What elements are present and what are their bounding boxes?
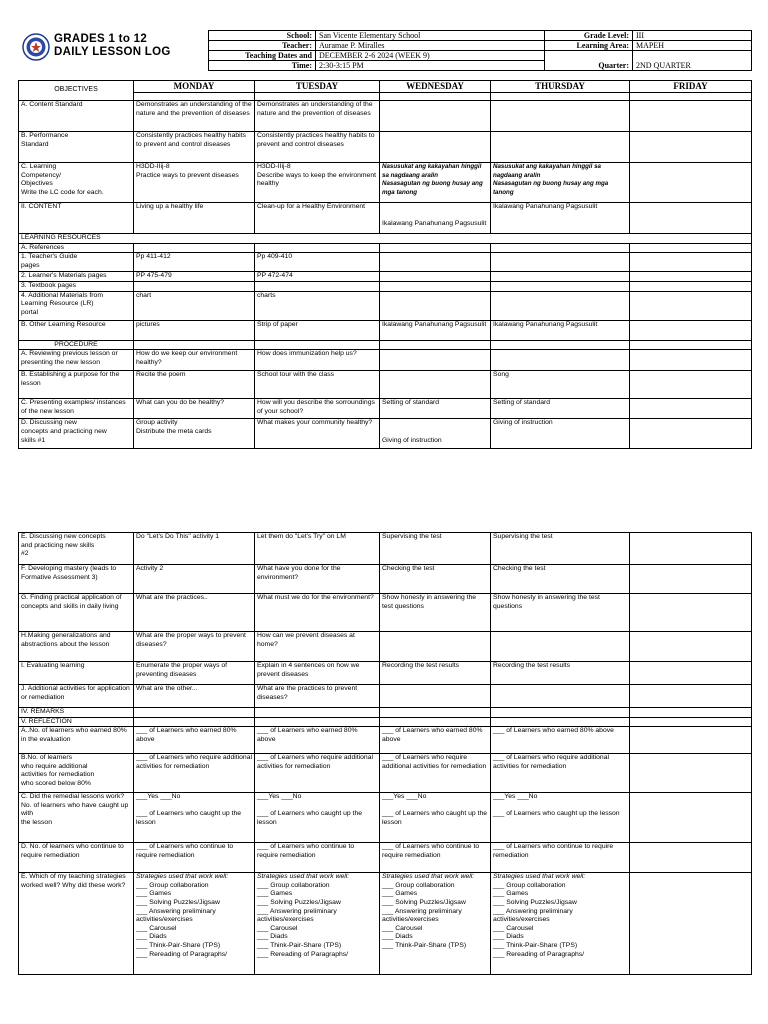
strategy-item: ___ Think-Pair-Share (TPS) [493, 941, 578, 949]
cell-monday: Activity 2 [134, 565, 255, 594]
strategy-item: ___ Rereading of Paragraphs/ [493, 950, 585, 958]
cell-thursday: ___ of Learners who require additional activities for remediation [491, 754, 630, 793]
strategies-cell-wednesday [380, 873, 491, 975]
cell-wednesday [380, 282, 491, 292]
cell-tuesday: Strip of paper [255, 320, 380, 340]
table-row [19, 163, 752, 203]
cell-friday [630, 163, 752, 203]
strategy-item: ___ Group collaboration [257, 881, 330, 889]
cell-monday: What are the practices.. [134, 594, 255, 632]
cell-friday [630, 708, 752, 718]
cell-monday: Pp 411-412 [134, 253, 255, 272]
cell-tuesday: Let them do "Let's Try" on LM [255, 533, 380, 565]
strategy-item: ___ Answering preliminary activities/exercises [257, 907, 337, 924]
quarter-value: 2ND QUARTER [633, 51, 752, 71]
cell-wednesday: Recording the test results [380, 662, 491, 685]
day-header-friday: FRIDAY [630, 81, 752, 93]
cell-friday [630, 399, 752, 419]
table-row [19, 708, 752, 718]
cell-tuesday: H3DD-IIij-8 Describe ways to keep the environment healthy [255, 163, 380, 203]
strategy-item: ___ Carousel [493, 924, 534, 932]
cell-tuesday: School tour with the class [255, 371, 380, 399]
cell-wednesday: ___ of Learners who earned 80% above [380, 727, 491, 754]
cell-monday: H3DD-IIij-8 Practice ways to prevent diseases [134, 163, 255, 203]
cell-wednesday [380, 685, 491, 708]
table-row [19, 101, 752, 132]
time-label: Time: [209, 61, 316, 71]
row-label: 2. Learner's Materials pages [19, 272, 134, 282]
time-value: 2:30-3:15 PM [316, 61, 545, 71]
strategy-item: ___ Carousel [257, 924, 298, 932]
cell-thursday [491, 291, 630, 320]
table-row [19, 272, 752, 282]
cell-tuesday: Consistently practices healthy habits to prevent and control diseases [255, 132, 380, 163]
row-label: C. Did the remedial lessons work? No. of learners who have caught up with the lesson [19, 793, 134, 843]
cell-tuesday: charts [255, 291, 380, 320]
cell-wednesday [380, 132, 491, 163]
cell-wednesday: Setting of standard [380, 399, 491, 419]
remarks-label: IV. REMARKS [19, 708, 134, 718]
cell-monday [134, 717, 255, 727]
strategy-item: ___ Carousel [136, 924, 177, 932]
section-row [19, 340, 752, 350]
cell-monday: ___ of Learners who require additional activities for remediation [134, 754, 255, 793]
cell-monday: What can you do be healthy? [134, 399, 255, 419]
cell-friday [630, 632, 752, 662]
cell-tuesday: Explain in 4 sentences on how we prevent diseases [255, 662, 380, 685]
learning-area-label: Learning Area: [545, 41, 633, 51]
cell-thursday [491, 632, 630, 662]
strategy-item: ___ Answering preliminary activities/exercises [382, 907, 462, 924]
school-value: San Vicente Elementary School [316, 31, 545, 41]
row-label: 4. Additional Materials from Learning Resource (LR) portal [19, 291, 134, 320]
cell-tuesday: What makes your community healthy? [255, 419, 380, 449]
cell-friday [630, 282, 752, 292]
cell-thursday: Checking the test [491, 565, 630, 594]
table-row [19, 203, 752, 234]
table-row [19, 717, 752, 727]
cell-wednesday [380, 272, 491, 282]
cell-tuesday: What must we do for the environment? [255, 594, 380, 632]
strategy-item: ___ Think-Pair-Share (TPS) [382, 941, 467, 949]
row-label: E. Discussing new concepts and practicing new skills #2 [19, 533, 134, 565]
cell-monday: chart [134, 291, 255, 320]
learning-resources-heading: LEARNING RESOURCES [19, 234, 752, 244]
cell-monday: Living up a healthy life [134, 203, 255, 234]
cell-tuesday [255, 708, 380, 718]
cell-monday: Enumerate the proper ways of preventing diseases [134, 662, 255, 685]
cell-monday: PP 475-479 [134, 272, 255, 282]
cell-friday [630, 132, 752, 163]
cell-monday [134, 708, 255, 718]
quarter-label: Quarter: [545, 51, 633, 71]
strategy-item: ___ Solving Puzzles/Jigsaw [382, 898, 466, 906]
cell-tuesday: How will you describe the sorroundings of your school? [255, 399, 380, 419]
cell-thursday: Ikalawang Panahunang Pagsusulit [491, 203, 630, 234]
cell-thursday: ___ of Learners who continue to require remediation [491, 843, 630, 873]
teaching-dates-label: Teaching Dates and [209, 51, 316, 61]
cell-thursday [491, 272, 630, 282]
strategies-heading: Strategies used that work well: [382, 873, 475, 881]
cell-monday: ___ of Learners who continue to require remediation [134, 843, 255, 873]
cell-wednesday: ___ of Learners who require additional activities for remediation [380, 754, 491, 793]
strategy-item: ___ Group collaboration [493, 881, 566, 889]
row-label: 3. Textbook pages [19, 282, 134, 292]
table-row [19, 873, 752, 975]
strategy-item: ___ Answering preliminary activities/exercises [136, 907, 216, 924]
document-title [54, 33, 171, 59]
day-header-thursday: THURSDAY [491, 81, 630, 93]
cell-thursday: Giving of instruction [491, 419, 630, 449]
cell-thursday [491, 708, 630, 718]
cell-tuesday: How does immunization help us? [255, 350, 380, 371]
cell-thursday [491, 717, 630, 727]
cell-wednesday [380, 350, 491, 371]
cell-thursday: Nasusukat ang kakayahan hinggil sa nagdaang aralin Nasasagutan ng buong husay ang mga tanong [491, 163, 630, 203]
day-header-wednesday: WEDNESDAY [380, 81, 491, 93]
day-header-tuesday: TUESDAY [255, 81, 380, 93]
cell-thursday: Recording the test results [491, 662, 630, 685]
row-label: B. Performance Standard [19, 132, 134, 163]
strategies-cell-friday [630, 873, 752, 975]
school-label: School: [209, 31, 316, 41]
row-label: B. Establishing a purpose for the lesson [19, 371, 134, 399]
strategies-cell-thursday [491, 873, 630, 975]
cell-friday [630, 419, 752, 449]
strategy-item: ___ Rereading of Paragraphs/ [257, 950, 349, 958]
lesson-log-table-1 [18, 80, 752, 449]
title-line-2: DAILY LESSON LOG [54, 46, 171, 58]
cell-thursday: Ikalawang Panahunang Pagsusulit [491, 320, 630, 340]
cell-monday: What are the other... [134, 685, 255, 708]
cell-wednesday [380, 717, 491, 727]
cell-thursday [491, 282, 630, 292]
table-row [19, 291, 752, 320]
strategy-item: ___ Group collaboration [382, 881, 455, 889]
cell-tuesday: ___Yes ___No ___ of Learners who caught up the lesson [255, 793, 380, 843]
cell-thursday [491, 101, 630, 132]
cell-monday [134, 282, 255, 292]
cell-wednesday [380, 101, 491, 132]
table-row [19, 793, 752, 843]
section-row [19, 234, 752, 244]
header-info-table [208, 30, 752, 71]
teaching-dates-value: DECEMBER 2-6 2024 (WEEK 9) [316, 51, 545, 61]
row-label: E. Which of my teaching strategies worked well? Why did these work? [19, 873, 134, 975]
strategy-item: ___ Solving Puzzles/Jigsaw [136, 898, 220, 906]
cell-monday: Do "Let's Do This" activity 1 [134, 533, 255, 565]
strategy-item: ___ Games [257, 890, 293, 898]
cell-tuesday: ___ of Learners who continue to require remediation [255, 843, 380, 873]
strategy-item: ___ Games [493, 890, 529, 898]
cell-tuesday: What are the practices to prevent diseases? [255, 685, 380, 708]
table-row [19, 371, 752, 399]
cell-friday [630, 291, 752, 320]
cell-wednesday: Checking the test [380, 565, 491, 594]
table-row [19, 282, 752, 292]
table-row [19, 320, 752, 340]
cell-friday [630, 843, 752, 873]
lesson-log-table-2 [18, 532, 752, 975]
cell-wednesday [380, 371, 491, 399]
cell-friday [630, 727, 752, 754]
cell-tuesday [255, 717, 380, 727]
row-label: G. Finding practical application of concepts and skills in daily living [19, 594, 134, 632]
cell-friday [630, 253, 752, 272]
table-row [19, 419, 752, 449]
cell-monday: ___Yes ___No ___ of Learners who caught up the lesson [134, 793, 255, 843]
cell-wednesday: ___ of Learners who continue to require remediation [380, 843, 491, 873]
row-label: B.No. of learners who require additional activities for remediation who scored below 80% [19, 754, 134, 793]
cell-tuesday: Pp 409-410 [255, 253, 380, 272]
table-row [19, 727, 752, 754]
cell-thursday: Song [491, 371, 630, 399]
cell-friday [630, 754, 752, 793]
table-row [19, 243, 752, 253]
cell-wednesday: Giving of instruction [380, 419, 491, 449]
strategies-cell-tuesday [255, 873, 380, 975]
cell-thursday [491, 350, 630, 371]
row-label: C. Learning Competency/ Objectives Write the LC code for each. [19, 163, 134, 203]
row-label: F. Developing mastery (leads to Formative Assessment 3) [19, 565, 134, 594]
cell-friday [630, 685, 752, 708]
cell-monday: ___ of Learners who earned 80% above [134, 727, 255, 754]
row-label: C. Presenting examples/ instances of the new lesson [19, 399, 134, 419]
cell-friday [630, 565, 752, 594]
strategy-item: ___ Games [382, 890, 418, 898]
cell-tuesday: What have you done for the environment? [255, 565, 380, 594]
strategy-item: ___ Group collaboration [136, 881, 209, 889]
strategy-item: ___ Solving Puzzles/Jigsaw [257, 898, 341, 906]
day-header-monday: MONDAY [134, 81, 255, 93]
row-label: II. CONTENT [19, 203, 134, 234]
cell-monday: pictures [134, 320, 255, 340]
cell-thursday: Show honesty in answering the test questions [491, 594, 630, 632]
title-line-1: GRADES 1 to 12 [54, 33, 148, 45]
cell-monday: How do we keep our environment healthy? [134, 350, 255, 371]
strategy-item: ___ Diads [257, 933, 288, 941]
strategy-item: ___ Solving Puzzles/Jigsaw [493, 898, 577, 906]
cell-tuesday: PP 472-474 [255, 272, 380, 282]
cell-friday [630, 101, 752, 132]
cell-thursday [491, 685, 630, 708]
table-row [19, 253, 752, 272]
cell-monday: Recite the poem [134, 371, 255, 399]
row-label: A..No. of learners who earned 80% in the evaluation [19, 727, 134, 754]
teacher-label: Teacher: [209, 41, 316, 51]
cell-friday [630, 320, 752, 340]
strategies-heading: Strategies used that work well: [136, 873, 229, 881]
cell-friday [630, 717, 752, 727]
grade-level-value: III [633, 31, 752, 41]
cell-thursday: ___Yes ___No ___ of Learners who caught up the lesson [491, 793, 630, 843]
cell-wednesday: ___Yes ___No ___ of Learners who caught up the lesson [380, 793, 491, 843]
deped-seal-icon [22, 33, 50, 61]
grade-level-label: Grade Level: [545, 31, 633, 41]
cell-thursday: Setting of standard [491, 399, 630, 419]
table-row [19, 754, 752, 793]
strategy-item: ___ Carousel [382, 924, 423, 932]
procedure-heading: PROCEDURE [19, 340, 134, 350]
cell-tuesday: ___ of Learners who earned 80% above [255, 727, 380, 754]
cell-wednesday: Ikalawang Panahunang Pagsusulit [380, 320, 491, 340]
strategy-item: ___ Games [136, 890, 172, 898]
strategies-heading: Strategies used that work well: [493, 873, 586, 881]
cell-friday [630, 350, 752, 371]
table-row [19, 399, 752, 419]
row-label: J. Additional activities for application or remediation [19, 685, 134, 708]
table-row [19, 565, 752, 594]
row-label: B. Other Learning Resource [19, 320, 134, 340]
row-label: A. Content Standard [19, 101, 134, 132]
cell-friday [630, 793, 752, 843]
cell-monday: Consistently practices healthy habits to prevent and control diseases [134, 132, 255, 163]
cell-tuesday: Clean-up for a Healthy Environment [255, 203, 380, 234]
teacher-value: Auramae P. Miralles [316, 41, 545, 51]
row-label: I. Evaluating learning [19, 662, 134, 685]
table-row [19, 662, 752, 685]
reflection-label: V. REFLECTION [19, 717, 134, 727]
objectives-header: OBJECTIVES [19, 81, 134, 101]
cell-friday [630, 203, 752, 234]
strategy-item: ___ Diads [382, 933, 413, 941]
cell-friday [630, 371, 752, 399]
row-label: H.Making generalizations and abstractions about the lesson [19, 632, 134, 662]
table-row [19, 594, 752, 632]
cell-tuesday: How can we prevent diseases at home? [255, 632, 380, 662]
strategy-item: ___ Rereading of Paragraphs/ [136, 950, 228, 958]
row-label: D. Discussing new concepts and practicing new skills #1 [19, 419, 134, 449]
cell-friday [630, 533, 752, 565]
strategies-cell-monday [134, 873, 255, 975]
row-label: D. No. of learners who continue to require remediation [19, 843, 134, 873]
cell-tuesday [255, 282, 380, 292]
cell-friday [630, 662, 752, 685]
cell-thursday: ___ of Learners who earned 80% above [491, 727, 630, 754]
table-row [19, 533, 752, 565]
strategies-heading: Strategies used that work well: [257, 873, 350, 881]
cell-friday [630, 272, 752, 282]
cell-friday [630, 594, 752, 632]
cell-wednesday [380, 632, 491, 662]
cell-thursday [491, 132, 630, 163]
strategy-item: ___ Diads [136, 933, 167, 941]
cell-wednesday: Supervising the test [380, 533, 491, 565]
cell-wednesday [380, 253, 491, 272]
strategy-item: ___ Answering preliminary activities/exercises [493, 907, 573, 924]
strategy-item: ___ Think-Pair-Share (TPS) [136, 941, 221, 949]
cell-wednesday: Ikalawang Panahunang Pagsusulit [380, 203, 491, 234]
strategy-item: ___ Think-Pair-Share (TPS) [257, 941, 342, 949]
cell-wednesday [380, 291, 491, 320]
cell-wednesday: Show honesty in answering the test questions [380, 594, 491, 632]
learning-area-value: MAPEH [633, 41, 752, 51]
strategy-item: ___ Diads [493, 933, 524, 941]
table-row [19, 350, 752, 371]
table-row [19, 632, 752, 662]
row-label: 1. Teacher's Guide pages [19, 253, 134, 272]
cell-monday: Group activity Distribute the meta cards [134, 419, 255, 449]
cell-monday: Demonstrates an understanding of the nature and the prevention of diseases [134, 101, 255, 132]
table-row [19, 685, 752, 708]
row-label: A. Reviewing previous lesson or presenting the new lesson [19, 350, 134, 371]
cell-wednesday [380, 708, 491, 718]
table-row [19, 843, 752, 873]
cell-thursday: Supervising the test [491, 533, 630, 565]
cell-wednesday: Nasusukat ang kakayahan hinggil sa nagdaang aralin Nasasagutan ng buong husay ang mga tanong [380, 163, 491, 203]
cell-thursday [491, 253, 630, 272]
references-label: A. References [19, 243, 134, 253]
cell-monday: What are the proper ways to prevent diseases? [134, 632, 255, 662]
table-row [19, 132, 752, 163]
cell-tuesday: ___ of Learners who require additional activities for remediation [255, 754, 380, 793]
cell-tuesday: Demonstrates an understanding of the nature and the prevention of diseases [255, 101, 380, 132]
